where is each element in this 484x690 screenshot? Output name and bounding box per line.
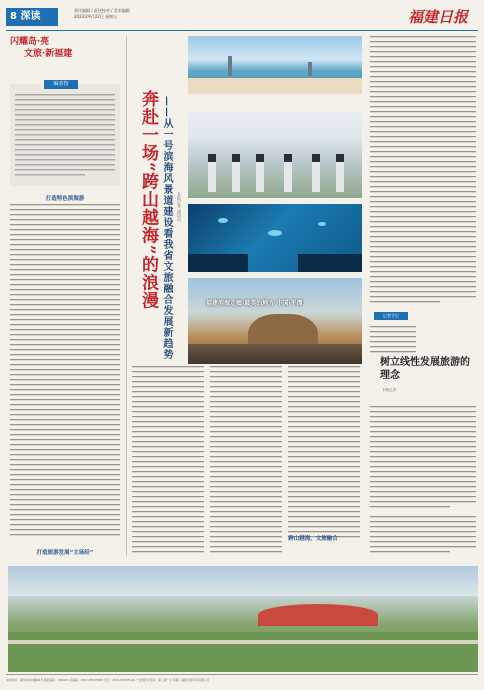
reporter-notes-title: 树立线性发展旅游的理念: [380, 357, 470, 381]
header-meta-line1: 责任编辑 / 责任校对 / 美术编辑: [74, 8, 130, 13]
photo-crowd: [188, 344, 362, 364]
right-lower-body: [370, 516, 480, 560]
editor-note-tag: 编者按: [44, 80, 78, 89]
header-meta-line2: 2023年9月22日 星期五: [74, 14, 118, 19]
photo-sea: [8, 566, 478, 596]
slogan-line1: 闪耀岛·亮: [10, 37, 50, 47]
masthead-logo: 福建日报: [407, 8, 468, 26]
section-heading-1: 打造特色滨海游: [45, 196, 85, 202]
photo-panorama: [8, 566, 478, 672]
photo-shore: [188, 78, 362, 94]
photo-tower: [228, 56, 232, 76]
photo-coastline: [188, 36, 362, 94]
footer-rule: [6, 674, 478, 675]
photo-figure: [312, 154, 320, 192]
photo-fish: [318, 222, 326, 226]
photo-fish: [218, 218, 228, 223]
photo-performers: [188, 112, 362, 198]
photo-figure: [232, 154, 240, 192]
photo-sea-rock: [188, 278, 362, 364]
editor-note-text-lines: [10, 84, 120, 186]
reporter-notes-body: [370, 326, 478, 512]
slogan-line2: 文旅·新福建: [24, 49, 73, 59]
photo-aquarium: [188, 204, 362, 272]
photo-figure: [336, 154, 344, 192]
editor-note-box: [10, 81, 120, 186]
section-heading-3: 跨山越海，文旅融合: [288, 536, 338, 542]
photo-figure: [284, 154, 292, 192]
header-rule: [6, 30, 478, 31]
left-column-body: [10, 204, 122, 544]
photo-stadium: [258, 604, 378, 626]
column-divider: [126, 36, 127, 556]
photo-figure: [256, 154, 264, 192]
photo-field: [8, 632, 478, 672]
photo-tower: [308, 62, 312, 76]
page-header: [6, 6, 478, 30]
reporter-notes-tag: 记者手记: [374, 312, 408, 320]
photo-fish: [268, 230, 282, 236]
headline-byline: 本报记者 通讯员: [177, 192, 182, 222]
header-meta: [74, 8, 224, 20]
section-heading-2: 打造旅游发展“主场经”: [36, 550, 94, 556]
reporter-notes-author: 本报记者: [382, 388, 396, 392]
slogan-banner: [10, 36, 120, 72]
footer-line: 本报地址：福州市华林路84号 邮政编码：350003 总编室：0591-87095000 发行：0591-87095199 广告经营许可证：闽工商广字 印刷：福建日报印务有限公司: [6, 678, 210, 682]
photo-figure: [208, 154, 216, 192]
photo-rock: [188, 254, 248, 272]
page-badge: 8 深读: [6, 8, 58, 26]
photo-road: [8, 640, 478, 644]
headline-subtitle: ——从一号滨海风景道建设看我省文旅融合发展新趋势: [161, 96, 172, 360]
reporter-notes-box: [370, 312, 478, 512]
headline-main: 奔赴一场“跨山越海”的浪漫: [138, 90, 158, 310]
photo-rock: [298, 254, 362, 272]
middle-column-body: [132, 366, 366, 562]
photo-overlay-caption: 福建滨海走廊·最美的地方 中国·平潭: [206, 300, 303, 307]
right-column-body: [370, 36, 480, 306]
